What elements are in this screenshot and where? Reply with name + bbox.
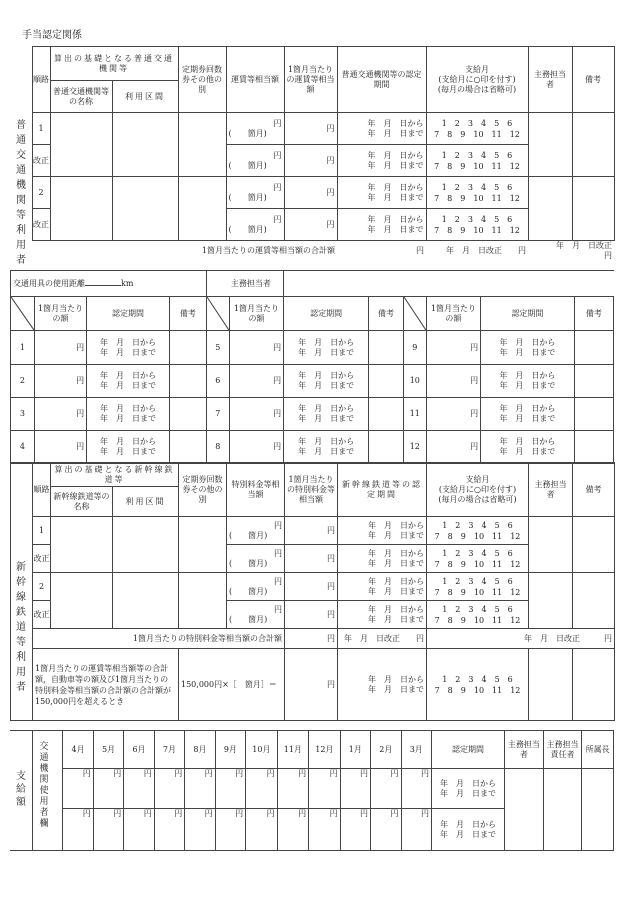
remarks-cell[interactable] [369,398,404,431]
monthly-cell[interactable]: 円 [284,113,337,145]
vehicle-table [10,270,614,464]
fare-cell[interactable]: 円 ( 箇月) [226,113,284,145]
remarks-cell[interactable] [574,431,613,464]
monthly-cell[interactable]: 円 [284,177,337,209]
fee-total-revise-2[interactable]: 年 月 日改正 円 [427,629,615,649]
header-monthly-1: 1箇月当たりの額 [34,297,86,331]
remarks-cell[interactable] [369,365,404,398]
header-staff: 主務担当者 [529,463,573,517]
period-cell[interactable]: 年 月 日から 年 月 日まで [338,573,427,601]
period-cell[interactable]: 年 月 日から 年 月 日まで [481,398,575,431]
row-number: 2 [33,573,51,601]
remarks-cell[interactable] [574,365,613,398]
monthly-cell[interactable]: 円 [285,517,338,545]
range-cell[interactable] [113,573,179,629]
total-revise-2: 年 月 日改正 円 [556,241,612,260]
pay-month-note1: (支給月に○印を付す) [438,484,517,494]
amount-cell[interactable]: 円 [426,431,480,464]
header-staff: 主務担当者 [528,47,572,113]
month-header: 8月 [185,731,215,769]
period-cell[interactable]: 年 月 日から 年 月 日まで [87,431,170,464]
header-period: 普通交通機関等の認定期間 [337,47,426,113]
page-title: 手当認定関係 [22,30,82,41]
period-cell[interactable]: 年 月 日から 年 月 日まで [481,365,575,398]
fee-cell[interactable]: 円 ( 箇月) [227,545,285,573]
period-cell[interactable]: 年 月 日から 年 月 日まで [338,545,427,573]
header-chief: 主務担当責任者 [543,731,582,769]
vehicle-no: 5 [206,331,229,365]
remarks-cell[interactable] [169,365,206,398]
header-fee: 特別料金等相当額 [227,463,285,517]
vehicle-no: 3 [11,398,35,431]
cap-amount[interactable]: 円 [285,649,338,721]
remarks-cell[interactable] [574,331,613,365]
remarks-cell[interactable] [573,573,615,629]
shinkansen-table [10,462,615,721]
month-header: 3月 [401,731,431,769]
revise-label: 改正 [33,601,51,629]
pay-month-note1: (支給月に○印を付す) [438,74,516,84]
cap-period[interactable]: 年 月 日から 年 月 日まで [338,649,427,721]
amount-cell[interactable]: 円 [426,365,480,398]
period-cell[interactable]: 年 月 日から 年 月 日まで [431,769,504,809]
diagonal-cell [206,297,229,331]
month-amount[interactable]: 円 [401,769,431,809]
revise-label: 改正 [32,145,50,177]
amount-cell[interactable]: 円 [34,331,86,365]
vehicle-no: 7 [206,398,229,431]
period-cell[interactable]: 年 月 日から 年 月 日まで [284,331,369,365]
vehicle-no: 2 [11,365,35,398]
fee-cell[interactable]: 円 ( 箇月) [227,517,285,545]
period-cell[interactable]: 年 月 日から 年 月 日まで [338,601,427,629]
chief-cell[interactable] [543,769,582,851]
amount-cell[interactable]: 円 [34,398,86,431]
remarks-cell[interactable] [572,177,614,241]
month-header: 11月 [277,731,308,769]
header-monthly-2: 1箇月当たりの額 [229,297,283,331]
revise-label: 改正 [33,545,51,573]
remarks-cell[interactable] [369,431,404,464]
remarks-cell[interactable] [572,113,614,177]
period-cell[interactable]: 年 月 日から 年 月 日まで [87,365,170,398]
pass-cell[interactable] [178,177,226,241]
header-monthly-3: 1箇月当たりの額 [426,297,480,331]
revise-label: 改正 [32,209,50,241]
amount-cell[interactable]: 円 [426,398,480,431]
month-amount[interactable]: 円 [340,809,370,851]
period-cell[interactable]: 年 月 日から 年 月 日まで [338,517,427,545]
month-amount[interactable]: 円 [154,809,184,851]
payment-table [10,730,614,851]
vehicle-no: 1 [11,331,35,365]
pay-month-title: 支給月 [465,64,489,74]
months-cell[interactable]: 1 2 3 4 5 6 7 8 9 10 11 12 [426,113,528,145]
diagonal-cell [403,297,426,331]
period-cell[interactable]: 年 月 日から 年 月 日まで [87,398,170,431]
month-header: 6月 [124,731,154,769]
payment-side-label: 支給額 [16,771,26,808]
row-number: 2 [32,177,50,209]
header-staff: 主務担当者 [505,731,544,769]
months-cell[interactable]: 1 2 3 4 5 6 7 8 9 10 11 12 [427,573,529,601]
vehicle-no: 9 [403,331,426,365]
month-amount[interactable]: 円 [63,769,93,809]
month-amount[interactable]: 円 [93,769,123,809]
month-header: 7月 [154,731,184,769]
staff-cell[interactable] [528,177,572,241]
pass-cell[interactable] [179,573,227,629]
pass-cell[interactable] [179,517,227,573]
month-amount[interactable]: 円 [185,809,215,851]
range-cell[interactable] [112,113,178,177]
diagonal-cell [11,297,35,331]
header-remarks: 備考 [573,463,615,517]
head-cell[interactable] [582,769,614,851]
cap-formula[interactable]: 150,000円×［ 箇月］＝ [179,649,285,721]
fee-total-label: 1箇月当たりの特別料金等相当額の合計額 [33,629,285,649]
vehicle-no: 8 [206,431,229,464]
month-amount[interactable]: 円 [309,809,340,851]
months-cell[interactable]: 1 2 3 4 5 6 7 8 9 10 11 12 [427,517,529,545]
header-range: 利用区間 [113,487,179,517]
monthly-cell[interactable]: 円 [285,545,338,573]
month-header: 1月 [340,731,370,769]
amount-cell[interactable]: 円 [229,398,283,431]
month-amount[interactable]: 円 [246,769,277,809]
header-fare: 運賃等相当額 [226,47,284,113]
month-amount[interactable]: 円 [185,769,215,809]
period-cell[interactable]: 年 月 日から 年 月 日まで [337,177,426,209]
user-column-label: 交通機関使用者欄 [39,742,49,829]
amount-cell[interactable]: 円 [229,365,283,398]
header-order: 順路 [33,463,51,517]
month-amount[interactable]: 円 [277,809,308,851]
remarks-cell[interactable] [369,331,404,365]
pay-month-note2: (毎月の場合は省略可) [438,494,517,504]
header-period: 新幹線鉄道等の認定期間 [338,463,427,517]
month-header: 9月 [215,731,245,769]
range-cell[interactable] [112,177,178,241]
month-amount[interactable]: 円 [277,769,308,809]
header-head: 所属長 [582,731,614,769]
month-header: 4月 [63,731,93,769]
header-range: 利用区間 [112,81,178,113]
name-cell[interactable] [50,177,112,241]
amount-cell[interactable]: 円 [34,365,86,398]
fee-cell[interactable]: 円 ( 箇月) [227,601,285,629]
period-cell[interactable]: 年 月 日から 年 月 日まで [431,809,504,851]
header-pass-type: 定期券回数券その他の別 [178,47,226,113]
months-cell[interactable]: 1 2 3 4 5 6 7 8 9 10 11 12 [427,545,529,573]
fee-total-amount[interactable]: 円 [285,629,338,649]
ordinary-transport-table [10,46,614,261]
cap-condition: 1箇月当たりの運賃等相当額等の合計額，自動車等の額及び1箇月当たりの特別料金等相当額の合計額の合計額が150,000円を超えるとき [33,649,179,721]
month-amount[interactable]: 円 [371,769,401,809]
total-amount: 円 [416,246,424,255]
pass-cell[interactable] [178,113,226,177]
total-revise-1: 年 月 日改正 円 [446,246,526,255]
fee-total-revise-1[interactable]: 年 月 日改正 円 [338,629,427,649]
months-cell[interactable]: 1 2 3 4 5 6 7 8 9 10 11 12 [426,209,528,241]
staff-cell[interactable] [528,113,572,177]
period-cell[interactable]: 年 月 日から 年 月 日まで [87,331,170,365]
fare-cell[interactable]: 円 ( 箇月) [226,177,284,209]
header-remarks-1: 備考 [169,297,206,331]
staff-cell[interactable] [505,769,544,851]
period-cell[interactable]: 年 月 日から 年 月 日まで [284,398,369,431]
header-period: 認定期間 [431,731,504,769]
remarks-cell[interactable] [573,517,615,573]
amount-cell[interactable]: 円 [34,431,86,464]
side-label-shinkansen: 新幹線鉄道等利用者 [16,562,26,693]
period-cell[interactable]: 年 月 日から 年 月 日まで [284,365,369,398]
row-number: 1 [33,517,51,545]
month-amount[interactable]: 円 [93,809,123,851]
name-cell[interactable] [51,573,113,629]
header-basis: 算出の基礎となる新幹線鉄道等 [51,463,179,487]
month-header: 12月 [309,731,340,769]
months-cell[interactable]: 1 2 3 4 5 6 7 8 9 10 11 12 [426,177,528,209]
header-basis: 算出の基礎となる普通交通機関等 [50,47,178,81]
pay-month-title: 支給月 [465,474,490,484]
staff-cell[interactable] [529,517,573,573]
header-name: 新幹線鉄道等の名称 [51,487,113,517]
month-amount[interactable]: 円 [124,809,154,851]
month-amount[interactable]: 円 [215,769,245,809]
name-cell[interactable] [50,113,112,177]
period-cell[interactable]: 年 月 日から 年 月 日まで [337,113,426,145]
header-pay-month [427,463,529,517]
month-amount[interactable]: 円 [215,809,245,851]
amount-cell[interactable]: 円 [229,331,283,365]
amount-cell[interactable]: 円 [426,331,480,365]
month-header: 2月 [371,731,401,769]
months-cell[interactable]: 1 2 3 4 5 6 7 8 9 10 11 12 [426,145,528,177]
staff-cell[interactable] [529,573,573,629]
month-amount[interactable]: 円 [340,769,370,809]
header-order: 順路 [32,47,50,113]
vehicle-no: 6 [206,365,229,398]
period-cell[interactable]: 年 月 日から 年 月 日まで [284,431,369,464]
header-period-2: 認定期間 [284,297,369,331]
header-remarks: 備考 [572,47,614,113]
month-amount[interactable]: 円 [63,809,93,851]
vehicle-no: 10 [403,365,426,398]
name-cell[interactable] [51,517,113,573]
header-monthly-fare: 1箇月当たりの運賃等相当額 [284,47,337,113]
distance-field[interactable]: 交通用具の使用距離 km [11,271,207,297]
months-cell[interactable]: 1 2 3 4 5 6 7 8 9 10 11 12 [427,601,529,629]
pay-month-note2: (毎月の場合は省略可) [437,84,517,94]
header-period-1: 認定期間 [87,297,170,331]
month-header: 5月 [93,731,123,769]
month-header: 10月 [246,731,277,769]
fee-cell[interactable]: 円 ( 箇月) [227,573,285,601]
month-amount[interactable]: 円 [124,769,154,809]
side-label-ordinary: 普通交通機関等利用者 [16,120,26,266]
month-amount[interactable]: 円 [401,809,431,851]
vehicle-no: 12 [403,431,426,464]
header-period-3: 認定期間 [481,297,575,331]
remarks-cell[interactable] [169,431,206,464]
remarks-cell[interactable] [574,398,613,431]
range-cell[interactable] [113,517,179,573]
vehicle-no: 11 [403,398,426,431]
monthly-cell[interactable]: 円 [284,145,337,177]
cap-remarks[interactable] [573,649,615,721]
cap-staff[interactable] [529,649,573,721]
fare-cell[interactable]: 円 ( 箇月) [226,209,284,241]
month-amount[interactable]: 円 [246,809,277,851]
header-pay-month [426,47,528,113]
total-label: 1箇月当たりの運賃等相当額の合計額 [201,246,335,255]
period-cell[interactable]: 年 月 日から 年 月 日まで [337,145,426,177]
remarks-cell[interactable] [169,398,206,431]
header-remarks-3: 備考 [574,297,613,331]
vehicle-no: 4 [11,431,35,464]
header-monthly-fee: 1箇月当たりの特別料金等相当額 [285,463,338,517]
amount-cell[interactable]: 円 [229,431,283,464]
monthly-cell[interactable]: 円 [284,209,337,241]
header-pass-type: 定期券回数券その他の別 [179,463,227,517]
month-amount[interactable]: 円 [309,769,340,809]
remarks-cell[interactable] [169,331,206,365]
header-name: 普通交通機関等の名称 [50,81,112,113]
monthly-cell[interactable]: 円 [285,573,338,601]
fare-cell[interactable]: 円 ( 箇月) [226,145,284,177]
period-cell[interactable]: 年 月 日から 年 月 日まで [481,331,575,365]
row-number: 1 [32,113,50,145]
vehicle-staff-label: 主務担当者 [206,271,283,297]
monthly-cell[interactable]: 円 [285,601,338,629]
month-amount[interactable]: 円 [371,809,401,851]
cap-months[interactable]: 1 2 3 4 5 6 7 8 9 10 11 12 [427,649,529,721]
month-amount[interactable]: 円 [154,769,184,809]
period-cell[interactable]: 年 月 日から 年 月 日まで [337,209,426,241]
period-cell[interactable]: 年 月 日から 年 月 日まで [481,431,575,464]
header-remarks-2: 備考 [369,297,404,331]
